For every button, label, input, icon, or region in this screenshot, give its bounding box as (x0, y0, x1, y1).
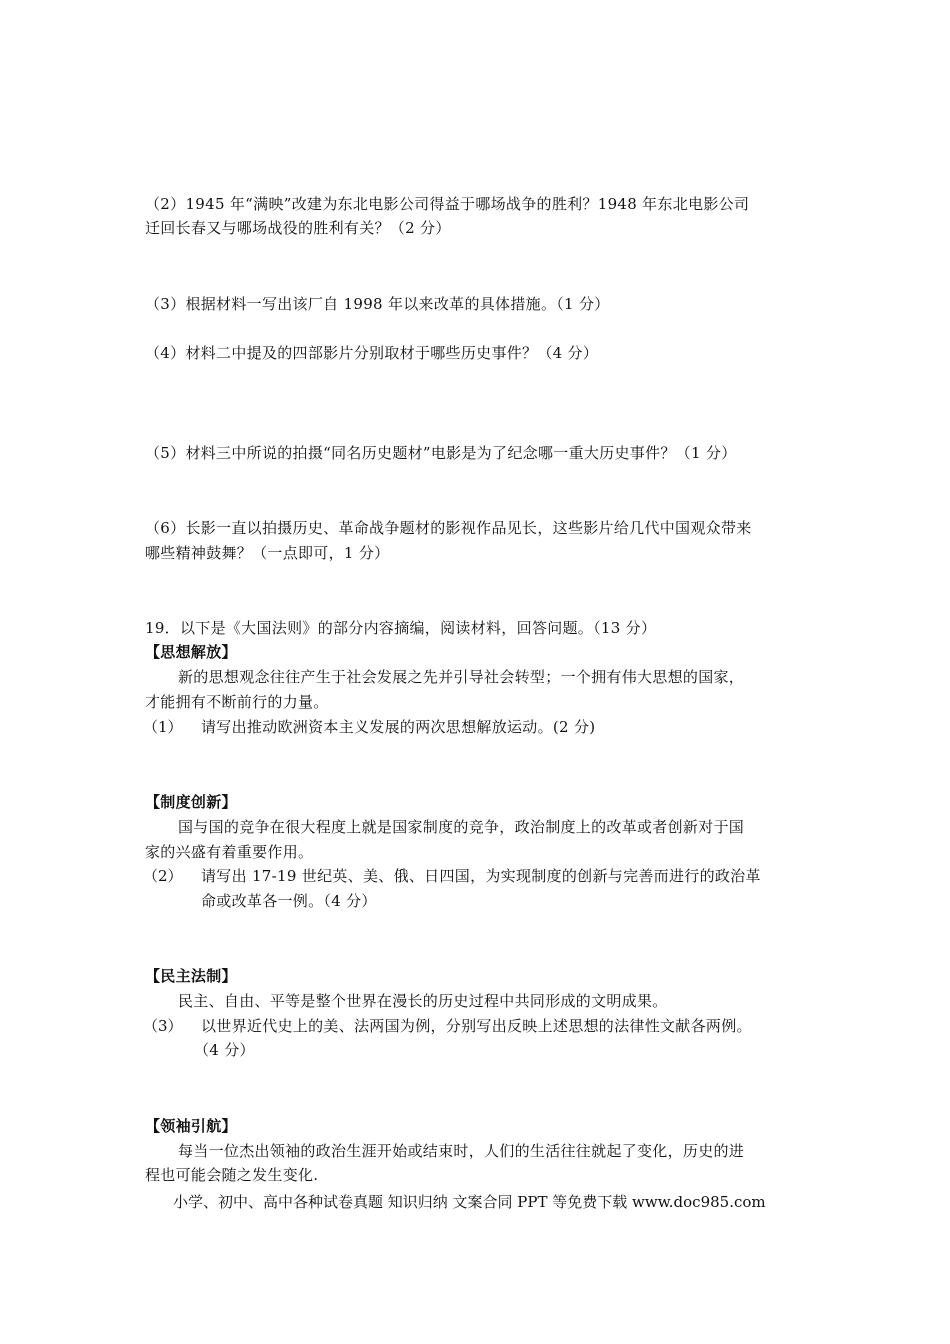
q19-sub2-line1: 请写出 17-19 世纪英、美、俄、日四国，为实现制度的创新与完善而进行的政治革 (201, 867, 761, 885)
q19-sub3-line1: 以世界近代史上的美、法两国为例，分别写出反映上述思想的法律性文献各两例。 (201, 1017, 752, 1035)
page-footer: 小学、初中、高中各种试卷真题 知识归纳 文案合同 PPT 等免费下载 www.doc985.com (173, 1193, 766, 1211)
section-leader-text-line1: 每当一位杰出领袖的政治生涯开始或结束时，人们的生活往往就起了变化，历史的进 (178, 1142, 745, 1160)
q18-part2-line2: 迁回长春又与哪场战役的胜利有关？（2 分） (145, 219, 451, 237)
section-heading-system: 【制度创新】 (145, 793, 237, 811)
section-heading-democracy: 【民主法制】 (145, 967, 237, 985)
q18-part3: （3）根据材料一写出该厂自 1998 年以来改革的具体措施。（1 分） (145, 295, 610, 313)
q19-intro: 19．以下是《大国法则》的部分内容摘编，阅读材料，回答问题。（13 分） (145, 619, 657, 637)
q18-part5: （5）材料三中所说的拍摄“同名历史题材”电影是为了纪念哪一重大历史事件？（1 分） (145, 444, 737, 462)
section-heading-leader: 【领袖引航】 (145, 1117, 237, 1135)
q19-sub2-line2: 命或改革各一例。（4 分） (201, 892, 377, 910)
q19-sub1-number: （1） (143, 718, 183, 736)
section-democracy-text-line1: 民主、自由、平等是整个世界在漫长的历史过程中共同形成的文明成果。 (178, 992, 668, 1010)
section-thought-text-line2: 才能拥有不断前行的力量。 (145, 693, 329, 711)
section-thought-text-line1: 新的思想观念往往产生于社会发展之先并引导社会转型；一个拥有伟大思想的国家， (178, 668, 745, 686)
section-heading-thought: 【思想解放】 (145, 643, 237, 661)
section-system-text-line1: 国与国的竞争在很大程度上就是国家制度的竞争，政治制度上的改革或者创新对于国 (178, 818, 745, 836)
section-leader-text-line2: 程也可能会随之发生变化. (145, 1166, 319, 1184)
q19-sub1-text: 请写出推动欧洲资本主义发展的两次思想解放运动。(2 分) (201, 718, 596, 736)
q18-part4: （4）材料二中提及的四部影片分别取材于哪些历史事件？（4 分） (145, 344, 599, 362)
q19-sub3-number: （3） (143, 1017, 183, 1035)
q18-part6-line1: （6）长影一直以拍摄历史、革命战争题材的影视作品见长，这些影片给几代中国观众带来 (145, 519, 752, 537)
q19-sub3-line2: （4 分） (194, 1041, 255, 1059)
q18-part6-line2: 哪些精神鼓舞？（一点即可，1 分） (145, 544, 390, 562)
q19-sub2-number: （2） (143, 867, 183, 885)
section-system-text-line2: 家的兴盛有着重要作用。 (145, 843, 314, 861)
q18-part2-line1: （2）1945 年“满映”改建为东北电影公司得益于哪场战争的胜利？1948 年东北电影公司 (145, 195, 750, 213)
